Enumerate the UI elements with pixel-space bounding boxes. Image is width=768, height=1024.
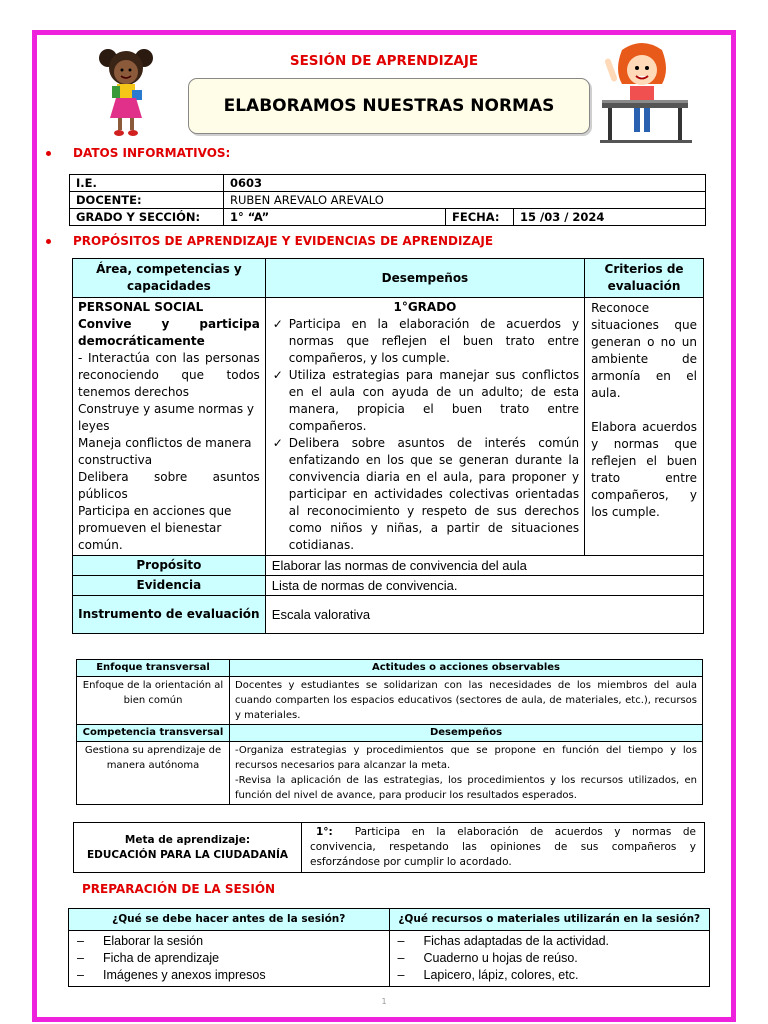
desempenos-list <box>271 316 579 554</box>
col-header-criterios: Criterios de evaluación <box>585 259 704 298</box>
list-item <box>398 933 702 950</box>
section-preparacion: PREPARACIÓN DE LA SESIÓN <box>82 882 276 896</box>
table-row <box>77 677 703 725</box>
desempenos-cell <box>265 298 584 556</box>
section-propositos <box>46 234 493 248</box>
competencia-transversal-header: Competencia transversal <box>77 725 230 742</box>
capacidad-item: Maneja conflictos de manera constructiva <box>78 436 252 467</box>
page-number: 1 <box>381 997 387 1006</box>
enfoque-table <box>76 659 703 805</box>
dash-icon: – <box>397 968 405 982</box>
table-row <box>70 192 706 209</box>
capacidad-item: - Interactúa con las personas reconociendo que todos tenemos derechos <box>78 351 260 399</box>
capacidad-item: Participa en acciones que promueven el bienestar común. <box>78 504 232 552</box>
lesson-title <box>188 78 590 134</box>
table-header-row <box>77 725 703 742</box>
meta-area: EDUCACIÓN PARA LA CIUDADANÍA <box>86 848 289 861</box>
evidencia-value: Lista de normas de convivencia. <box>265 576 703 596</box>
desempeno-item: -Organiza estrategias y procedimientos que se propone en función del tiempo y los recursos necesarios para alcanzar la meta. <box>235 745 697 771</box>
table-header-row <box>73 259 704 298</box>
list-item-label: Imágenes y anexos impresos <box>103 968 266 982</box>
competencia: Convive y participa democráticamente <box>78 317 260 348</box>
recursos-cell <box>389 931 710 987</box>
table-row <box>70 209 706 226</box>
desempenos-header: Desempeños <box>230 725 703 742</box>
section-propositos-label: PROPÓSITOS DE APRENDIZAJE Y EVIDENCIAS DE APRENDIZAJE <box>73 234 494 248</box>
bullet-icon <box>46 239 51 244</box>
fecha-label: FECHA: <box>446 209 514 226</box>
table-row <box>77 742 703 805</box>
table-row <box>69 931 710 987</box>
desempenos-transversal-cell <box>230 742 703 805</box>
list-item-label: Ficha de aprendizaje <box>103 951 220 965</box>
criterio-item: Elabora acuerdos y normas que reflejen el buen trato entre compañeros, y los cumple. <box>591 420 697 519</box>
dash-icon: – <box>77 968 84 982</box>
section-datos <box>46 146 230 160</box>
actitudes-header: Actitudes o acciones observables <box>230 660 703 677</box>
fecha-value: 15 /03 / 2024 <box>514 209 706 226</box>
meta-label-cell <box>74 823 302 873</box>
meta-grado: 1°: <box>316 826 333 838</box>
bullet-icon <box>46 151 51 156</box>
lesson-title-text: ELABORAMOS NUESTRAS NORMAS <box>223 96 555 116</box>
table-row <box>73 596 704 634</box>
instrumento-label: Instrumento de evaluación <box>73 596 266 634</box>
list-item-label: Elaborar la sesión <box>103 934 204 948</box>
list-item <box>77 967 381 984</box>
table-row <box>73 298 704 556</box>
meta-text-cell <box>302 823 705 873</box>
proposito-value: Elaborar las normas de convivencia del aula <box>265 556 703 576</box>
list-item <box>77 950 381 967</box>
antes-cell <box>69 931 390 987</box>
instrumento-value: Escala valorativa <box>265 596 703 634</box>
propositos-table <box>72 258 704 634</box>
datos-informativos-table <box>69 174 706 226</box>
recursos-header: ¿Qué recursos o materiales utilizarán en la sesión? <box>389 909 710 931</box>
grado-value: 1° “A” <box>224 209 446 226</box>
ie-value: 0603 <box>224 175 706 192</box>
table-row <box>73 556 704 576</box>
list-item: ✓ Participa en la elaboración de acuerdos y normas que reflejen el buen trato entre compañeros, y los cumple. <box>271 316 579 367</box>
area-title: PERSONAL SOCIAL <box>78 300 204 314</box>
list-item <box>77 933 381 950</box>
list-item-label: Fichas adaptadas de la actividad. <box>423 934 610 948</box>
dash-icon: – <box>77 951 84 965</box>
desempeno-item: -Revisa la aplicación de las estrategias, los procedimientos y los recursos utilizados, en función del nivel de avance, para producir los resultados esperados. <box>235 775 697 801</box>
section-datos-label: DATOS INFORMATIVOS: <box>73 146 231 160</box>
list-item: ✓ Utiliza estrategias para manejar sus conflictos en el aula con ayuda de un adulto; de esta manera, propicia el buen trato entre compañeros. <box>271 367 579 435</box>
dash-icon: – <box>397 951 405 965</box>
table-header-row <box>77 660 703 677</box>
evidencia-label: Evidencia <box>73 576 266 596</box>
capacidad-item: Delibera sobre asuntos públicos <box>78 470 260 501</box>
criterio-item: Reconoce situaciones que generan o no un ambiente de armonía en el aula. <box>591 301 697 400</box>
list-item <box>398 967 702 984</box>
meta-label: Meta de aprendizaje: <box>124 833 251 846</box>
list-item-label: Lapicero, lápiz, colores, etc. <box>423 968 579 982</box>
ie-label: I.E. <box>70 175 224 192</box>
meta-text: Participa en la elaboración de acuerdos y normas de convivencia, respetando las opiniones de sus compañeros y esforzándose por cumplir lo acordado. <box>310 826 696 868</box>
dash-icon: – <box>77 934 84 948</box>
table-header-row <box>69 909 710 931</box>
docente-value: RUBEN AREVALO AREVALO <box>224 192 706 209</box>
antes-header: ¿Qué se debe hacer antes de la sesión? <box>69 909 390 931</box>
enfoque-header: Enfoque transversal <box>77 660 230 677</box>
list-item <box>398 950 702 967</box>
session-heading: SESIÓN DE APRENDIZAJE <box>289 53 479 69</box>
col-header-area: Área, competencias y capacidades <box>73 259 266 298</box>
list-item: ✓ Delibera sobre asuntos de interés común enfatizando en los que se generan durante la convivencia diaria en el aula, para proponer y participar en actividades colectivas orientadas al reconocimiento y respeto de sus derechos como niños y niñas, a partir de situaciones cotidianas. <box>271 435 579 554</box>
enfoque-value: Enfoque de la orientación al bien común <box>77 677 230 725</box>
table-row <box>74 823 705 873</box>
capacidad-item: Construye y asume normas y leyes <box>78 402 255 433</box>
criterios-cell <box>585 298 704 556</box>
preparacion-table <box>68 908 710 987</box>
proposito-label: Propósito <box>73 556 266 576</box>
grado-heading: 1°GRADO <box>393 300 457 314</box>
table-row <box>73 576 704 596</box>
area-cell <box>73 298 266 556</box>
actitudes-value: Docentes y estudiantes se solidarizan con las necesidades de los miembros del aula cuando comparten los espacios educativos (sectores de aula, de materiales, etc.), recursos y materiales. <box>230 677 703 725</box>
list-item-label: Cuaderno u hojas de reúso. <box>423 951 578 965</box>
table-row <box>70 175 706 192</box>
meta-aprendizaje-table <box>73 822 705 873</box>
docente-label: DOCENTE: <box>70 192 224 209</box>
dash-icon: – <box>397 934 405 948</box>
grado-label: GRADO Y SECCIÓN: <box>70 209 224 226</box>
competencia-transversal-value: Gestiona su aprendizaje de manera autónoma <box>77 742 230 805</box>
col-header-desempenos: Desempeños <box>265 259 584 298</box>
